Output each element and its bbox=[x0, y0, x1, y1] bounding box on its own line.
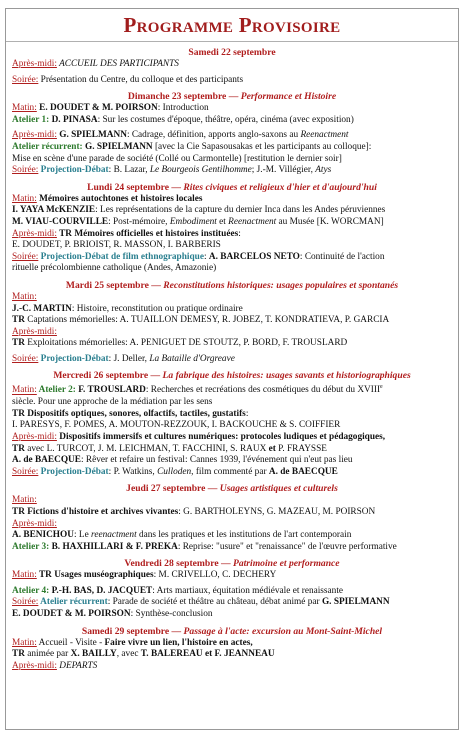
line-text: Le Bourgeois Gentilhomme bbox=[149, 165, 252, 176]
line-text: P. FRAYSSE bbox=[275, 443, 327, 454]
session-label: Matin: bbox=[12, 103, 37, 114]
programme-line bbox=[12, 455, 452, 467]
line-text: [avec la Cie Sapasousakas et les participants au colloque]: bbox=[152, 141, 372, 152]
day-heading bbox=[12, 370, 452, 382]
programme-line bbox=[12, 570, 452, 582]
day-date: Samedi 29 septembre — bbox=[81, 625, 184, 637]
programme-line bbox=[12, 103, 452, 115]
line-text: D. PINASA bbox=[51, 114, 98, 125]
session-label: Après-midi: bbox=[12, 59, 57, 69]
programme-line bbox=[12, 240, 452, 252]
line-text: : Le bbox=[74, 530, 92, 541]
line-text: rituelle précolombienne catholique (Andes, Amazonie) bbox=[12, 263, 217, 274]
line-text: animée par bbox=[24, 649, 71, 660]
line-text: : J. Deller, bbox=[108, 353, 150, 364]
line-text: et bbox=[216, 216, 229, 227]
line-text: A. BÉNICHOU bbox=[12, 530, 74, 541]
programme-line bbox=[12, 292, 452, 304]
line-text: La Bataille d'Orgreave bbox=[149, 353, 235, 364]
line-text: Embodiment bbox=[169, 216, 217, 227]
session-label: Matin: bbox=[12, 291, 37, 302]
day-theme: Reconstitutions historiques: usages populaires et spontanés bbox=[163, 279, 399, 291]
line-text: M. VIAU-COURVILLE bbox=[12, 216, 109, 227]
programme-frame bbox=[5, 8, 459, 730]
projection-label: Projection-Débat de film ethnographique bbox=[38, 251, 204, 262]
line-text: E. DOUDET & M. POIRSON bbox=[12, 609, 131, 620]
day-theme: Patrimoine et performance bbox=[232, 558, 340, 570]
projection-label: Atelier récurrent bbox=[38, 597, 108, 608]
session-label: Soirée: bbox=[12, 74, 39, 85]
line-text: : Recherches et recréations des cosmétiques du début du XVIII bbox=[145, 385, 381, 396]
line-text: : Les représentations de la capture du dernier Inca dans les Andes péruviennes bbox=[95, 205, 386, 216]
session-label: Soirée: bbox=[12, 251, 39, 262]
line-text: Exploitations mémorielles: A. PENIGUET DE STOUTZ, P. BORD, F. TROUSLARD bbox=[24, 338, 348, 349]
programme-line bbox=[12, 338, 452, 350]
line-text: : Sur les costumes d'époque, théâtre, opéra, cinéma (avec exposition) bbox=[97, 114, 354, 125]
day-heading bbox=[12, 626, 452, 638]
line-text: , avec bbox=[116, 649, 141, 660]
line-text: A. de BAECQUE bbox=[268, 466, 338, 477]
line-text: DÉPARTS bbox=[56, 660, 98, 671]
day-date: Dimanche 23 septembre — bbox=[127, 91, 241, 103]
programme-line bbox=[12, 115, 452, 127]
line-text: e bbox=[380, 384, 383, 391]
session-label: Soirée: bbox=[12, 165, 39, 176]
line-text: P.-H. BAS, D. JACQUET bbox=[51, 585, 153, 596]
programme-line bbox=[12, 315, 452, 327]
programme-line bbox=[12, 638, 452, 650]
day-date: Mercredi 26 septembre — bbox=[53, 370, 163, 382]
programme-line bbox=[12, 229, 452, 241]
atelier-label: Atelier 2: bbox=[36, 385, 79, 396]
day-heading bbox=[12, 91, 452, 103]
line-text: E. DOUDET & M. POIRSON bbox=[36, 103, 158, 114]
line-text: : B. Lazar, bbox=[108, 165, 150, 176]
programme-line bbox=[12, 217, 452, 229]
line-text: B. HAXHILLARI & F. PREKA bbox=[51, 541, 178, 552]
programme-line bbox=[12, 609, 452, 621]
programme-line bbox=[12, 530, 452, 542]
line-text: Accueil - Visite - bbox=[36, 637, 105, 648]
line-text: et bbox=[268, 443, 276, 454]
line-text: Mémoires autochtones et histoires locales bbox=[36, 193, 203, 204]
line-text: Culloden bbox=[157, 466, 192, 477]
line-text: : Histoire, reconstitution ou pratique ordinaire bbox=[71, 303, 243, 314]
atelier-label: Atelier 1: bbox=[12, 114, 52, 125]
programme-line bbox=[12, 252, 452, 264]
line-text: reenactment bbox=[91, 530, 137, 541]
line-text: Reenactment bbox=[228, 216, 277, 227]
programme-line bbox=[12, 59, 452, 71]
session-label: Matin: bbox=[12, 637, 37, 648]
line-text: ACCUEIL DES PARTICIPANTS bbox=[56, 59, 179, 69]
session-label: Après-midi: bbox=[12, 228, 57, 239]
line-text: : bbox=[245, 408, 249, 419]
programme-line bbox=[12, 444, 452, 456]
programme-line bbox=[12, 75, 452, 87]
line-text: : bbox=[203, 251, 209, 262]
programme-line bbox=[12, 542, 452, 554]
line-text: Mise en scène d'une parade de société (Collé ou Carmontelle) [restitution le dernier soir] bbox=[12, 153, 342, 164]
line-text: : M. CRIVELLO, C. DÉCHERY bbox=[153, 570, 277, 581]
day-heading bbox=[12, 483, 452, 495]
line-text: G. SPIELMANN bbox=[56, 130, 127, 141]
day-theme: Usages artistiques et culturels bbox=[219, 483, 338, 495]
programme-line bbox=[12, 165, 452, 177]
programme-line bbox=[12, 420, 452, 432]
session-label: Après-midi: bbox=[12, 130, 57, 141]
line-text: I. YAYA McKENZIE bbox=[12, 205, 96, 216]
line-text: E. DOUDET, P. BRIOIST, R. MASSON, I. BARBÉRIS bbox=[12, 240, 221, 251]
line-text: Dispositifs immersifs et cultures numériques: protocoles ludiques et pédagogiques, bbox=[56, 431, 386, 442]
line-text: : Cadrage, définition, apports anglo-saxons au bbox=[126, 130, 301, 141]
line-text: T. BALEREAU et F. JEANNEAU bbox=[140, 649, 275, 660]
line-text: TR bbox=[12, 443, 25, 454]
atelier-label: Atelier récurrent: bbox=[12, 141, 85, 152]
line-text: TR Fictions d'histoire et archives vivantes bbox=[12, 506, 179, 517]
programme-line bbox=[12, 354, 452, 366]
session-label: Matin: bbox=[12, 570, 37, 581]
line-text: : Synthèse-conclusion bbox=[130, 609, 213, 620]
day-date: Samedi 22 septembre bbox=[188, 47, 276, 58]
session-label: Matin: bbox=[12, 495, 37, 506]
line-text: : Continuité de l'action bbox=[299, 251, 385, 262]
programme-line bbox=[12, 304, 452, 316]
line-text: Atys bbox=[315, 165, 332, 176]
line-text: dans les pratiques et les institutions de l'art contemporain bbox=[136, 530, 352, 541]
programme-line bbox=[12, 507, 452, 519]
day-heading bbox=[12, 558, 452, 570]
programme-line bbox=[12, 661, 452, 673]
programme-line bbox=[12, 467, 452, 479]
line-text: : G. BARTHOLEYNS, G. MAZEAU, M. POIRSON bbox=[178, 506, 376, 517]
line-text: : Introduction bbox=[157, 103, 209, 114]
programme-line bbox=[12, 142, 452, 154]
line-text: I. PARESYS, F. POMÈS, A. MOUTON-REZZOUK, I. BACKOUCHE & S. COIFFIER bbox=[12, 420, 341, 431]
day-date: Jeudi 27 septembre — bbox=[126, 483, 220, 495]
page-title: Programme Provisoire bbox=[6, 9, 458, 42]
line-text: : P. Watkins, bbox=[108, 466, 158, 477]
line-text: TR Dispositifs optiques, sonores, olfactifs, tactiles, gustatifs bbox=[12, 408, 246, 419]
line-text: G. SPIELMANN bbox=[84, 141, 153, 152]
line-text: avec L. TURCOT, J. M. LEICHMAN, T. FACCHINI, S. RAUX bbox=[24, 443, 269, 454]
line-text: TR bbox=[12, 338, 25, 349]
programme-line bbox=[12, 327, 452, 339]
day-date: Vendredi 28 septembre — bbox=[124, 558, 233, 570]
atelier-label: Atelier 3: bbox=[12, 541, 52, 552]
programme-line bbox=[12, 130, 452, 142]
line-text: ; J.-M. Villégier, bbox=[251, 165, 316, 176]
programme-line bbox=[12, 397, 452, 409]
session-label: Matin: bbox=[12, 193, 37, 204]
session-label: Après-midi: bbox=[12, 431, 57, 442]
session-label: Soirée: bbox=[12, 597, 39, 608]
session-label: Après-midi: bbox=[12, 518, 57, 529]
day-heading bbox=[12, 280, 452, 292]
programme-line bbox=[12, 205, 452, 217]
line-text: : Arts martiaux, équitation médiévale et renaissante bbox=[152, 585, 344, 596]
session-label: Soirée: bbox=[12, 353, 39, 364]
day-theme: La fabrique des histoires: usages savants et historiographiques bbox=[162, 370, 411, 382]
projection-label: Projection-Débat bbox=[38, 353, 109, 364]
programme-line bbox=[12, 586, 452, 598]
line-text: , film commenté par bbox=[191, 466, 269, 477]
programme-line bbox=[12, 495, 452, 507]
session-label: Matin: bbox=[12, 385, 37, 396]
line-text: A. de BAECQUE bbox=[12, 455, 81, 466]
line-text: : Parade de société et théâtre au château, débat animé par bbox=[107, 597, 322, 608]
programme-line bbox=[12, 194, 452, 206]
atelier-label: Atelier 4: bbox=[12, 585, 52, 596]
programme-body bbox=[12, 47, 452, 672]
projection-label: Projection-Débat bbox=[38, 165, 109, 176]
line-text: Reenactment bbox=[300, 130, 349, 141]
line-text: Captations mémorielles: A. TUAILLON DEMÉSY, R. JOBEZ, T. KONDRATIEVA, P. GARCIA bbox=[24, 315, 390, 326]
line-text: Présentation du Centre, du colloque et des participants bbox=[38, 74, 244, 85]
day-theme: Passage à l'acte: excursion au Mont-Saint-Michel bbox=[183, 625, 383, 637]
line-text: TR Usages muséographiques bbox=[36, 570, 154, 581]
line-text: X. BAILLY bbox=[70, 649, 117, 660]
line-text: siècle. Pour une approche de la médiation par les sens bbox=[12, 397, 213, 408]
line-text: J.-C. MARTIN bbox=[12, 303, 72, 314]
programme-line bbox=[12, 597, 452, 609]
programme-line bbox=[12, 154, 452, 166]
day-date: Mardi 25 septembre — bbox=[65, 279, 164, 291]
programme-line bbox=[12, 432, 452, 444]
line-text: A. BARCELOS NETO bbox=[208, 251, 300, 262]
line-text: : Post-mémoire, bbox=[108, 216, 170, 227]
session-label: Après-midi: bbox=[12, 660, 57, 671]
line-text: F. TROUSLARD bbox=[78, 385, 146, 396]
session-label: Soirée: bbox=[12, 466, 39, 477]
session-label: Après-midi: bbox=[12, 326, 57, 337]
line-text: Faire vivre un lien, l'histoire en actes, bbox=[104, 637, 253, 648]
day-theme: Rites civiques et religieux d'hier et d'aujourd'hui bbox=[183, 181, 377, 193]
programme-line bbox=[12, 263, 452, 275]
line-text: au Musée [K. WORCMAN] bbox=[276, 216, 384, 227]
line-text: TR bbox=[12, 315, 25, 326]
day-heading bbox=[12, 47, 452, 59]
programme-line bbox=[12, 519, 452, 531]
projection-label: Projection-Débat bbox=[38, 466, 109, 477]
line-text: TR bbox=[12, 649, 25, 660]
line-text: : Reprise: "usure" et "renaissance" de l'œuvre performative bbox=[177, 541, 397, 552]
day-date: Lundi 24 septembre — bbox=[87, 181, 184, 193]
line-text: : Rêver et refaire un festival: Cannes 1939, l'événement qui n'eut pas lieu bbox=[80, 455, 353, 466]
programme-line bbox=[12, 409, 452, 421]
programme-line bbox=[12, 649, 452, 661]
line-text: : bbox=[238, 228, 241, 239]
line-text: TR Mémoires officielles et histoires instituées bbox=[56, 228, 239, 239]
line-text: G. SPIELMANN bbox=[321, 597, 390, 608]
day-theme: Performance et Histoire bbox=[240, 91, 337, 103]
programme-line bbox=[12, 382, 452, 397]
day-heading bbox=[12, 182, 452, 194]
